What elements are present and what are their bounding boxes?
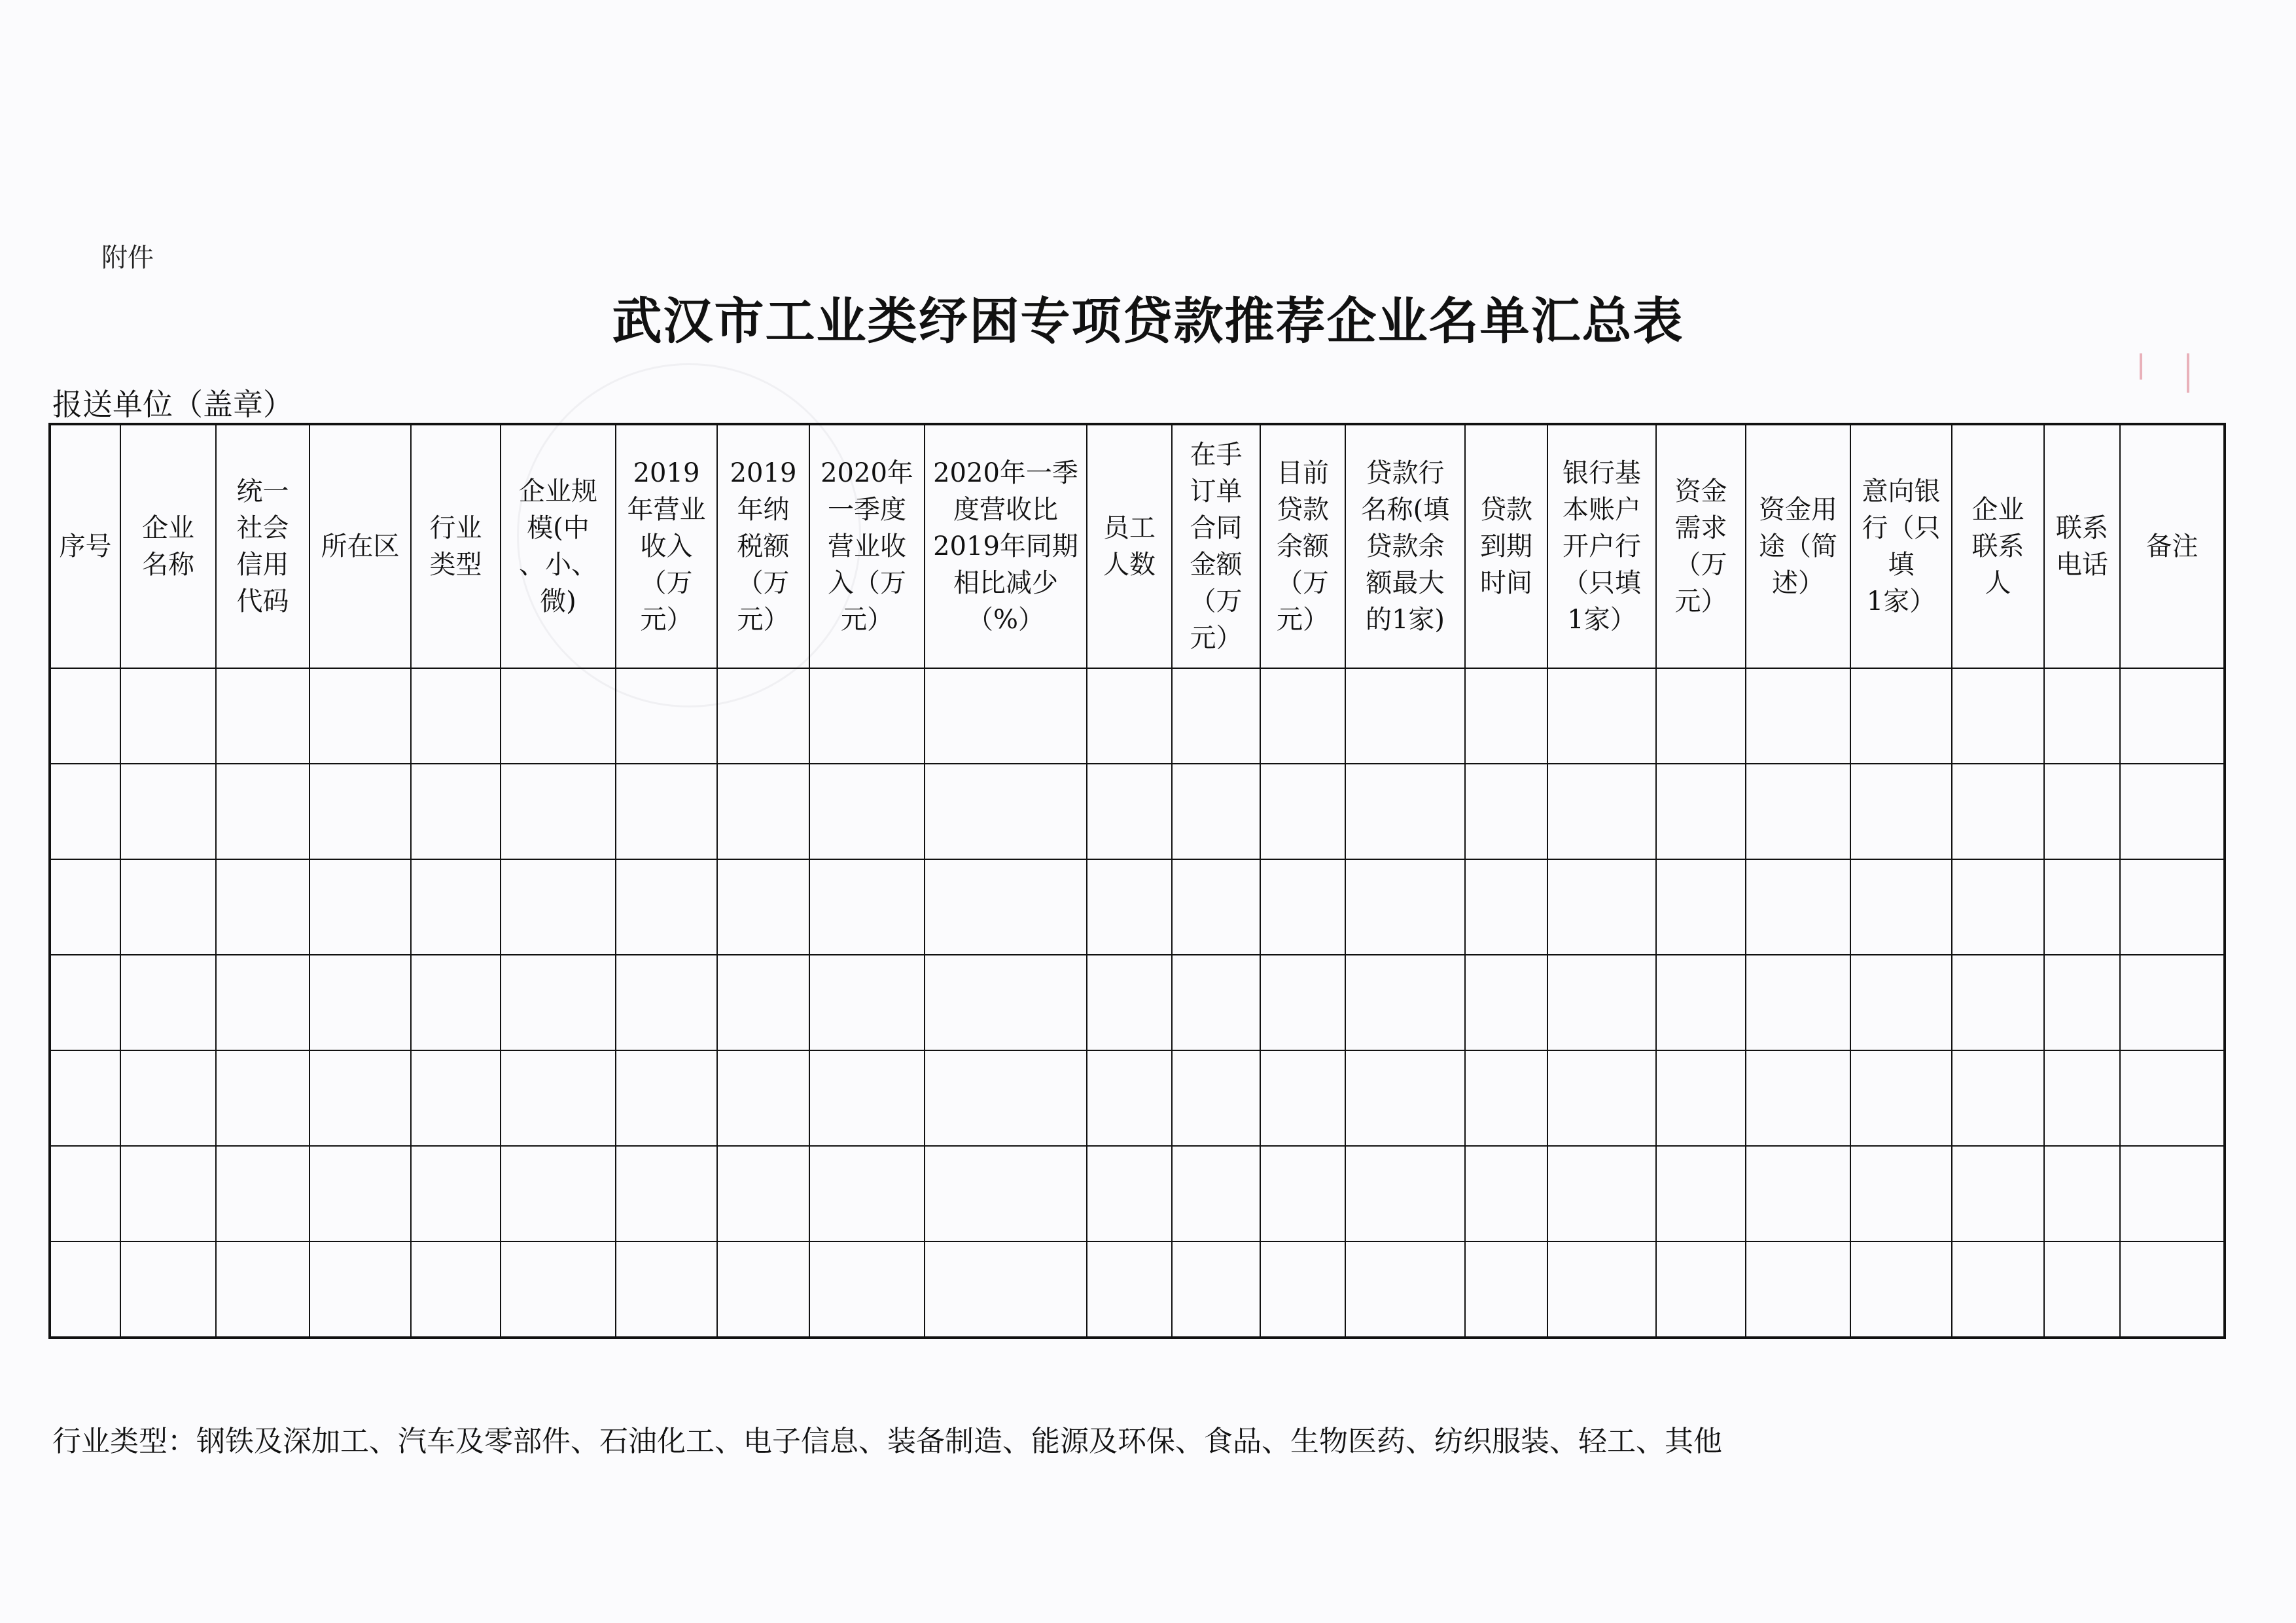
table-cell[interactable] — [1850, 1146, 1952, 1241]
table-cell[interactable] — [809, 764, 925, 859]
table-cell[interactable] — [120, 859, 216, 955]
table-cell[interactable] — [216, 1146, 309, 1241]
column-header: 企业规 模(中 、小、 微) — [501, 424, 616, 668]
table-cell[interactable] — [1547, 764, 1656, 859]
table-cell[interactable] — [616, 1050, 717, 1146]
table-cell[interactable] — [2044, 1241, 2120, 1338]
table-cell[interactable] — [1656, 668, 1746, 764]
table-cell[interactable] — [309, 1241, 411, 1338]
table-cell[interactable] — [616, 859, 717, 955]
table-cell[interactable] — [309, 955, 411, 1050]
table-cell[interactable] — [616, 764, 717, 859]
table-cell[interactable] — [1850, 1050, 1952, 1146]
table-row — [50, 1050, 2225, 1146]
table-cell[interactable] — [1345, 955, 1465, 1050]
table-cell[interactable] — [616, 955, 717, 1050]
table-cell[interactable] — [1087, 1050, 1172, 1146]
column-header: 2019 年营业 收入 （万 元） — [616, 424, 717, 668]
table-cell[interactable] — [1746, 859, 1850, 955]
table-cell[interactable] — [809, 668, 925, 764]
table-header-row — [50, 424, 2225, 668]
table-cell[interactable] — [1087, 1241, 1172, 1338]
table-row — [50, 668, 2225, 764]
table-cell[interactable] — [809, 1050, 925, 1146]
column-header: 2020年 一季度 营业收 入（万 元） — [809, 424, 925, 668]
table-cell[interactable] — [216, 1241, 309, 1338]
table-cell[interactable] — [50, 1241, 120, 1338]
table-cell[interactable] — [309, 764, 411, 859]
annex-label: 附件 — [101, 243, 154, 273]
table-cell[interactable] — [1260, 1050, 1345, 1146]
table-row — [50, 1241, 2225, 1338]
table-cell[interactable] — [1656, 1146, 1746, 1241]
table-row — [50, 1146, 2225, 1241]
table-cell[interactable] — [2120, 1241, 2225, 1338]
table-cell[interactable] — [2044, 859, 2120, 955]
table-row — [50, 764, 2225, 859]
table-cell[interactable] — [1850, 955, 1952, 1050]
table-cell[interactable] — [1952, 668, 2044, 764]
table-row — [50, 955, 2225, 1050]
table-cell[interactable] — [2120, 859, 2225, 955]
table-cell[interactable] — [411, 859, 501, 955]
table-cell[interactable] — [1172, 668, 1260, 764]
table-cell[interactable] — [1465, 668, 1547, 764]
table-cell[interactable] — [717, 955, 809, 1050]
table-cell[interactable] — [925, 668, 1087, 764]
table-cell[interactable] — [925, 764, 1087, 859]
table-cell[interactable] — [309, 1050, 411, 1146]
reporting-unit-label: 报送单位（盖章） — [52, 387, 293, 422]
table-cell[interactable] — [2120, 1146, 2225, 1241]
table-cell[interactable] — [1746, 668, 1850, 764]
table-cell[interactable] — [1547, 1241, 1656, 1338]
table-cell[interactable] — [1087, 955, 1172, 1050]
table-cell[interactable] — [1465, 859, 1547, 955]
table-cell[interactable] — [1345, 1241, 1465, 1338]
table-cell[interactable] — [1656, 859, 1746, 955]
table-cell[interactable] — [809, 955, 925, 1050]
table-cell[interactable] — [925, 955, 1087, 1050]
table-cell[interactable] — [925, 859, 1087, 955]
table-cell[interactable] — [1547, 1146, 1656, 1241]
table-row — [50, 859, 2225, 955]
table-cell[interactable] — [2120, 668, 2225, 764]
scan-mark — [2140, 353, 2142, 380]
table-cell[interactable] — [1952, 1146, 2044, 1241]
table-cell[interactable] — [1656, 1050, 1746, 1146]
table-cell[interactable] — [309, 1146, 411, 1241]
table-cell[interactable] — [411, 955, 501, 1050]
table-cell[interactable] — [1952, 955, 2044, 1050]
table-cell[interactable] — [1345, 668, 1465, 764]
table-cell[interactable] — [309, 668, 411, 764]
table-cell[interactable] — [501, 764, 616, 859]
table-cell[interactable] — [1087, 668, 1172, 764]
table-cell[interactable] — [309, 859, 411, 955]
table-cell[interactable] — [809, 1241, 925, 1338]
column-header: 所在区 — [309, 424, 411, 668]
table-cell[interactable] — [1087, 764, 1172, 859]
table-cell[interactable] — [50, 764, 120, 859]
column-header: 企业 名称 — [120, 424, 216, 668]
table-cell[interactable] — [50, 859, 120, 955]
table-cell[interactable] — [120, 764, 216, 859]
column-header: 2020年一季 度营收比 2019年同期 相比减少 （%） — [925, 424, 1087, 668]
column-header: 行业 类型 — [411, 424, 501, 668]
table-cell[interactable] — [1547, 859, 1656, 955]
table-cell[interactable] — [50, 1050, 120, 1146]
table-cell[interactable] — [501, 859, 616, 955]
column-header: 资金 需求 （万 元） — [1656, 424, 1746, 668]
column-header: 序号 — [50, 424, 120, 668]
table-cell[interactable] — [1260, 955, 1345, 1050]
table-cell[interactable] — [2044, 668, 2120, 764]
table-cell[interactable] — [1746, 1146, 1850, 1241]
table-cell[interactable] — [2044, 1050, 2120, 1146]
table-cell[interactable] — [501, 1241, 616, 1338]
table-cell[interactable] — [1952, 1050, 2044, 1146]
table-cell[interactable] — [120, 1241, 216, 1338]
column-header: 2019 年纳 税额 （万 元） — [717, 424, 809, 668]
table-cell[interactable] — [120, 955, 216, 1050]
table-cell[interactable] — [1345, 764, 1465, 859]
table-cell[interactable] — [1260, 764, 1345, 859]
column-header: 目前 贷款 余额 （万 元） — [1260, 424, 1345, 668]
table-cell[interactable] — [1465, 1241, 1547, 1338]
table-cell[interactable] — [1345, 859, 1465, 955]
table-cell[interactable] — [1547, 668, 1656, 764]
column-header: 企业 联系 人 — [1952, 424, 2044, 668]
table-cell[interactable] — [717, 668, 809, 764]
table-cell[interactable] — [1547, 955, 1656, 1050]
table-cell[interactable] — [411, 1146, 501, 1241]
table-cell[interactable] — [1260, 1241, 1345, 1338]
table-cell[interactable] — [2044, 955, 2120, 1050]
table-cell[interactable] — [717, 1146, 809, 1241]
table-cell[interactable] — [1172, 1050, 1260, 1146]
table-cell[interactable] — [1172, 764, 1260, 859]
table-cell[interactable] — [216, 859, 309, 955]
column-header: 统一 社会 信用 代码 — [216, 424, 309, 668]
industry-type-note: 行业类型：钢铁及深加工、汽车及零部件、石油化工、电子信息、装备制造、能源及环保、食品、生物医药、纺织服装、轻工、其他 — [52, 1425, 1722, 1458]
table-cell[interactable] — [1850, 668, 1952, 764]
table-cell[interactable] — [1850, 764, 1952, 859]
column-header: 贷款行 名称(填 贷款余 额最大 的1家) — [1345, 424, 1465, 668]
column-header: 银行基 本账户 开户行 （只填 1家） — [1547, 424, 1656, 668]
table-cell[interactable] — [1260, 859, 1345, 955]
table-cell[interactable] — [216, 668, 309, 764]
column-header: 贷款 到期 时间 — [1465, 424, 1547, 668]
table-cell[interactable] — [616, 1146, 717, 1241]
column-header: 联系 电话 — [2044, 424, 2120, 668]
column-header: 员工 人数 — [1087, 424, 1172, 668]
table-cell[interactable] — [1850, 859, 1952, 955]
table-cell[interactable] — [717, 859, 809, 955]
table-cell[interactable] — [1465, 955, 1547, 1050]
table-cell[interactable] — [120, 1050, 216, 1146]
table-cell[interactable] — [1547, 1050, 1656, 1146]
column-header: 备注 — [2120, 424, 2225, 668]
table-cell[interactable] — [1952, 764, 2044, 859]
table-cell[interactable] — [2120, 1050, 2225, 1146]
table-cell[interactable] — [809, 1146, 925, 1241]
table-cell[interactable] — [501, 668, 616, 764]
column-header: 意向银 行（只 填 1家） — [1850, 424, 1952, 668]
table-cell[interactable] — [1345, 1146, 1465, 1241]
table-cell[interactable] — [2044, 764, 2120, 859]
table-cell[interactable] — [1952, 1241, 2044, 1338]
table-cell[interactable] — [1746, 1241, 1850, 1338]
table-cell[interactable] — [616, 668, 717, 764]
table-cell[interactable] — [925, 1241, 1087, 1338]
table-cell[interactable] — [1087, 1146, 1172, 1241]
table-cell[interactable] — [1746, 764, 1850, 859]
table-cell[interactable] — [925, 1050, 1087, 1146]
table-cell[interactable] — [50, 955, 120, 1050]
page-title: 武汉市工业类纾困专项贷款推荐企业名单汇总表 — [612, 292, 1684, 350]
table-cell[interactable] — [717, 1050, 809, 1146]
table-cell[interactable] — [1465, 1146, 1547, 1241]
table-cell[interactable] — [1260, 668, 1345, 764]
column-header: 在手 订单 合同 金额 （万 元） — [1172, 424, 1260, 668]
table-cell[interactable] — [1260, 1146, 1345, 1241]
table-cell[interactable] — [1172, 955, 1260, 1050]
table-cell[interactable] — [1345, 1050, 1465, 1146]
table-cell[interactable] — [1465, 1050, 1547, 1146]
table-cell[interactable] — [2120, 955, 2225, 1050]
table-cell[interactable] — [717, 764, 809, 859]
table-cell[interactable] — [1656, 764, 1746, 859]
table-cell[interactable] — [411, 1241, 501, 1338]
column-header: 资金用 途（简 述） — [1746, 424, 1850, 668]
table-cell[interactable] — [1465, 764, 1547, 859]
table-cell[interactable] — [501, 1050, 616, 1146]
table-cell[interactable] — [1087, 859, 1172, 955]
table-cell[interactable] — [1172, 1241, 1260, 1338]
table-cell[interactable] — [1746, 955, 1850, 1050]
table-cell[interactable] — [717, 1241, 809, 1338]
table-cell[interactable] — [120, 1146, 216, 1241]
table-cell[interactable] — [501, 955, 616, 1050]
table-cell[interactable] — [925, 1146, 1087, 1241]
table-cell[interactable] — [2120, 764, 2225, 859]
table-cell[interactable] — [1952, 859, 2044, 955]
table-cell[interactable] — [411, 1050, 501, 1146]
scan-mark — [2187, 353, 2189, 393]
table-cell[interactable] — [1656, 955, 1746, 1050]
table-cell[interactable] — [1172, 859, 1260, 955]
table-cell[interactable] — [50, 1146, 120, 1241]
table-cell[interactable] — [1172, 1146, 1260, 1241]
table-cell[interactable] — [1746, 1050, 1850, 1146]
table-cell[interactable] — [50, 668, 120, 764]
table-cell[interactable] — [411, 764, 501, 859]
table-cell[interactable] — [120, 668, 216, 764]
table-cell[interactable] — [216, 764, 309, 859]
table-cell[interactable] — [216, 1050, 309, 1146]
table-cell[interactable] — [616, 1241, 717, 1338]
summary-table — [48, 423, 2226, 1339]
table-cell[interactable] — [1850, 1241, 1952, 1338]
table-cell[interactable] — [2044, 1146, 2120, 1241]
table-cell[interactable] — [809, 859, 925, 955]
table-cell[interactable] — [216, 955, 309, 1050]
table-cell[interactable] — [501, 1146, 616, 1241]
table-cell[interactable] — [1656, 1241, 1746, 1338]
table-cell[interactable] — [411, 668, 501, 764]
